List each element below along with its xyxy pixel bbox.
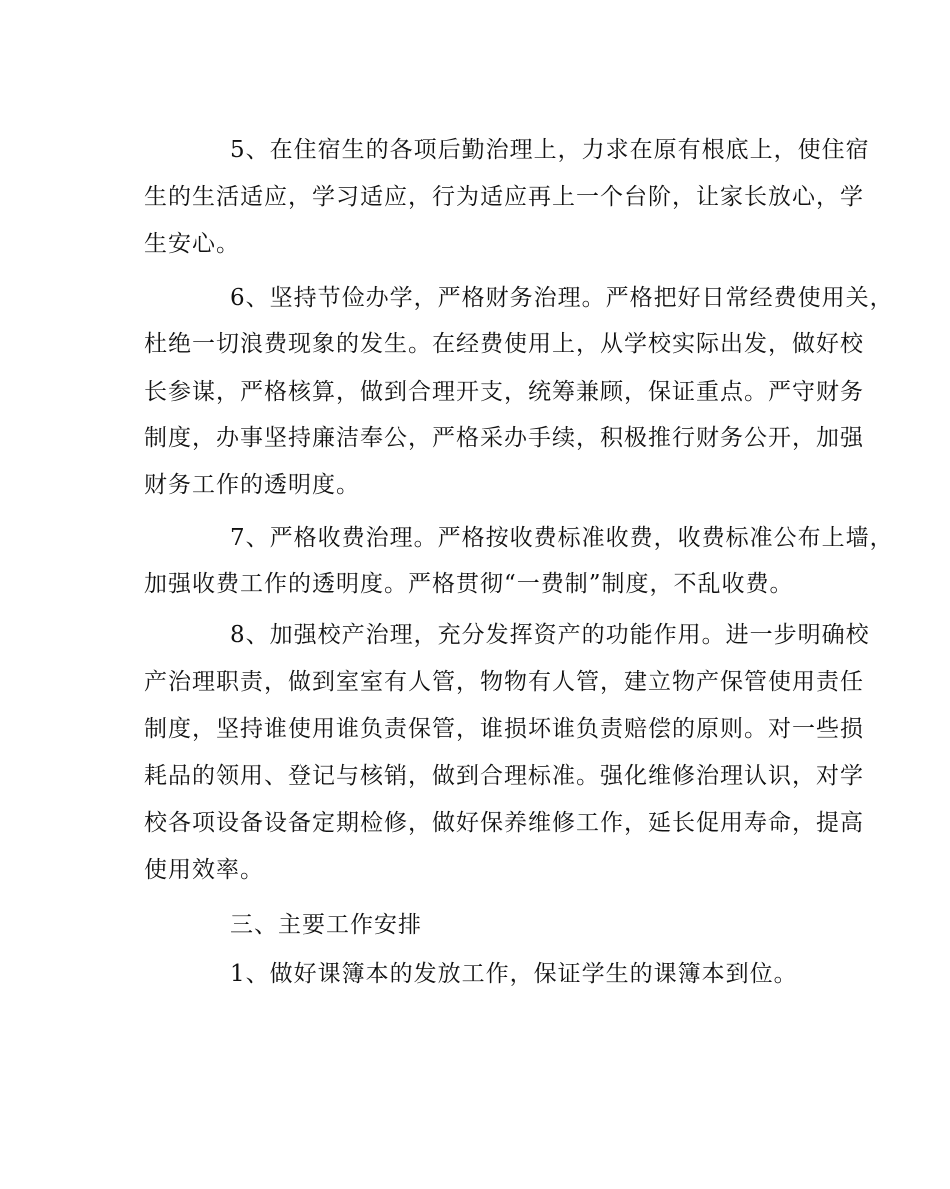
paragraph-5-line-1: 5、在住宿生的各项后勤治理上，力求在原有根底上，使住宿	[230, 137, 870, 163]
paragraph-8-line-1: 8、加强校产治理，充分发挥资产的功能作用。进一步明确校	[230, 622, 870, 648]
paragraph-6-line-1: 6、坚持节俭办学，严格财务治理。严格把好日常经费使用关，	[230, 285, 894, 311]
paragraph-6-line-2: 杜绝一切浪费现象的发生。在经费使用上，从学校实际出发，做好校	[144, 331, 864, 357]
paragraph-8-line-6: 使用效率。	[144, 857, 264, 883]
paragraph-8-line-5: 校各项设备设备定期检修，做好保养维修工作，延长促用寿命，提高	[144, 810, 864, 836]
section-heading: 三、主要工作安排	[230, 912, 422, 938]
paragraph-8-line-2: 产治理职责，做到室室有人管，物物有人管，建立物产保管使用责任	[144, 669, 864, 695]
paragraph-6-line-4: 制度，办事坚持廉洁奉公，严格采办手续，积极推行财务公开，加强	[144, 425, 864, 451]
work-item-1: 1、做好课簿本的发放工作，保证学生的课簿本到位。	[230, 961, 798, 987]
paragraph-6-line-5: 财务工作的透明度。	[144, 472, 360, 498]
paragraph-8-line-3: 制度，坚持谁使用谁负责保管，谁损坏谁负责赔偿的原则。对一些损	[144, 716, 864, 742]
paragraph-6-line-3: 长参谋，严格核算，做到合理开支，统筹兼顾，保证重点。严守财务	[144, 379, 864, 405]
paragraph-7-line-1: 7、严格收费治理。严格按收费标准收费，收费标准公布上墙，	[230, 525, 894, 551]
paragraph-7-line-2: 加强收费工作的透明度。严格贯彻“一费制”制度，不乱收费。	[144, 571, 794, 597]
paragraph-5-line-2: 生的生活适应，学习适应，行为适应再上一个台阶，让家长放心，学	[144, 184, 864, 210]
paragraph-5-line-3: 生安心。	[144, 231, 240, 257]
paragraph-8-line-4: 耗品的领用、登记与核销，做到合理标准。强化维修治理认识，对学	[144, 763, 864, 789]
